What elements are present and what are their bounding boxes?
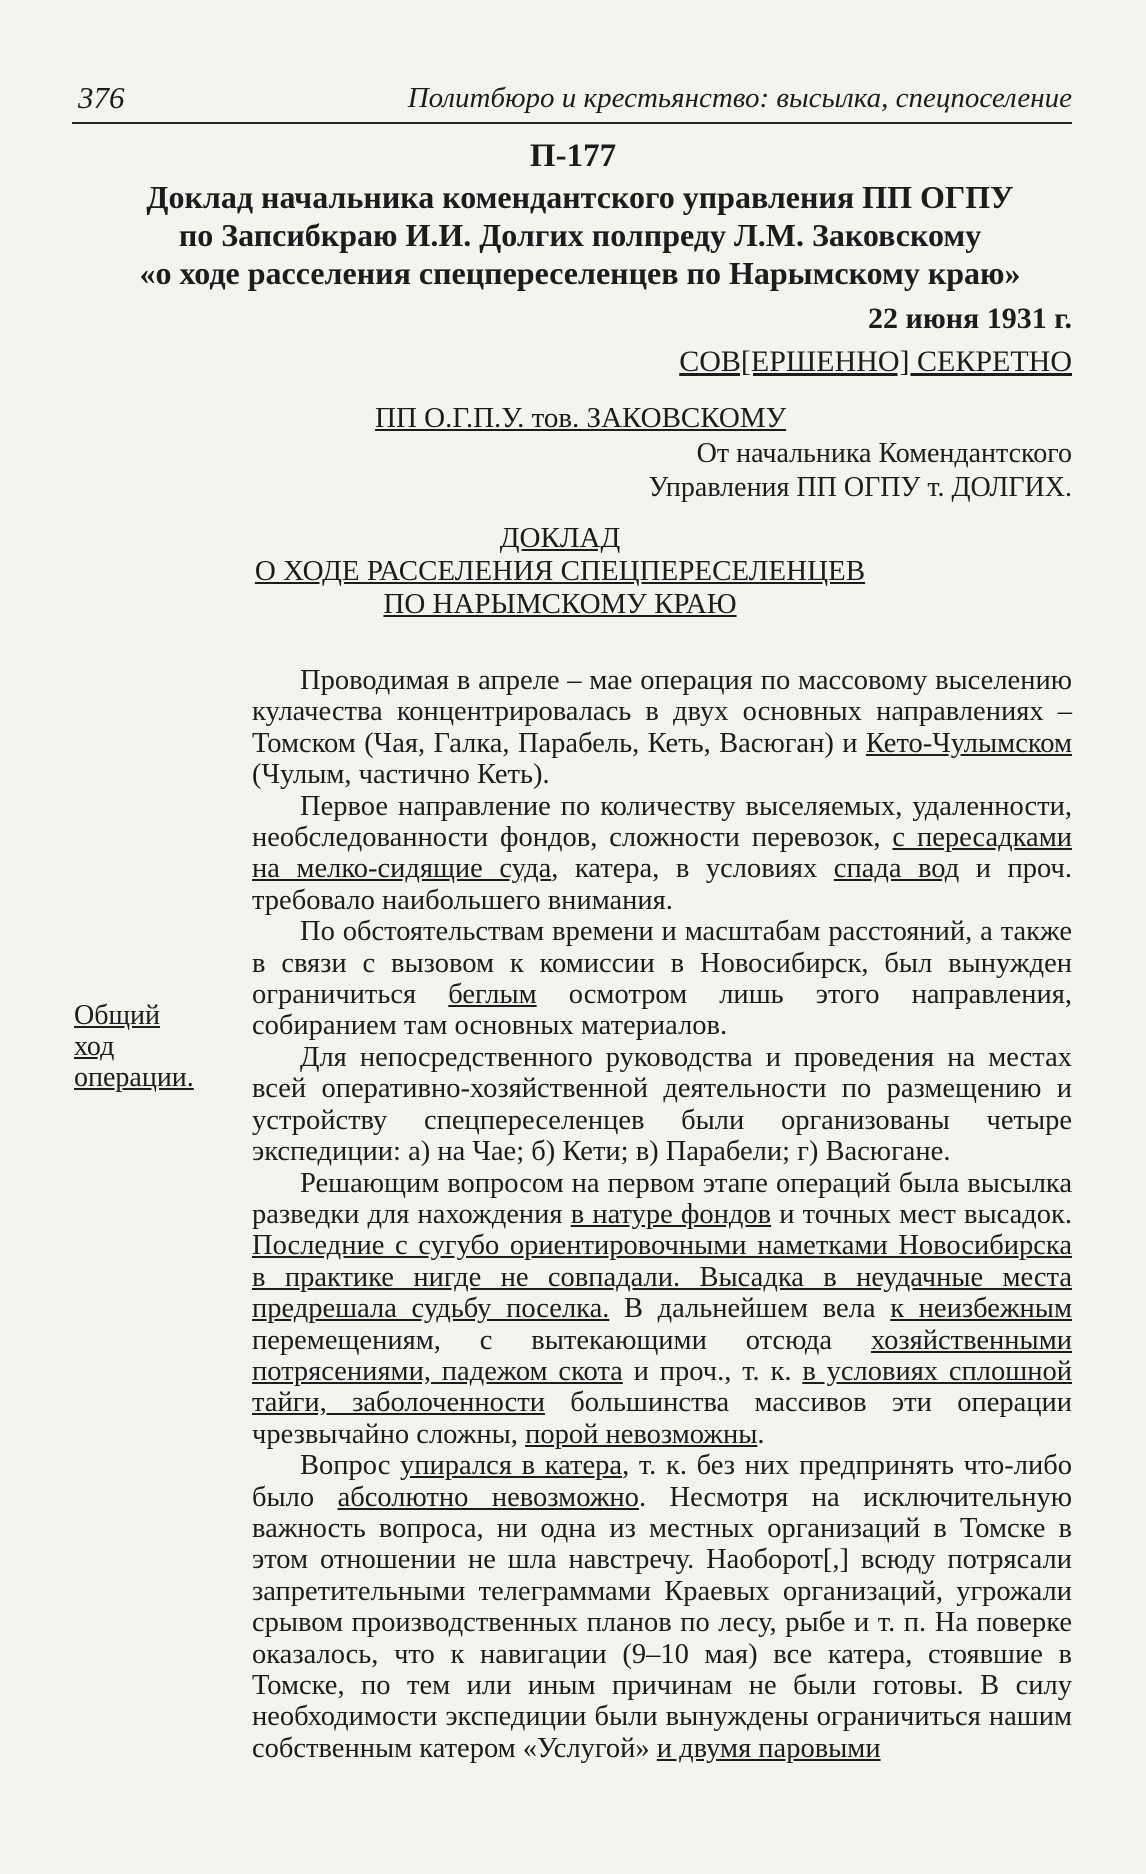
document-title: [90, 178, 1070, 292]
report-heading: [180, 522, 940, 621]
sender-line: Управления ПП ОГПУ т. ДОЛГИХ.: [648, 472, 1072, 503]
sender-line: От начальника Комендантского: [696, 438, 1072, 469]
paragraph-5: Решающим вопросом на первом этапе операций была высылка разведки для нахождения в натуре фондов и точных мест высадок. Последние с сугубо ориентировочными наметками Новосибирска в практике нигде не совпадали. Высадка в неудачные места предрешала судьбу поселка. В дальнейшем вела к неизбежным перемещениям, с вытекающими отсюда хозяйственными потрясениями, падежом скота и проч., т. к. в условиях сплошной тайги, заболоченности большинства массивов эти операции чрезвычайно сложны, порой невозможны.: [252, 1167, 1073, 1450]
document-title-line: Доклад начальника комендантского управления ПП ОГПУ: [146, 179, 1014, 215]
report-heading-line: ПО НАРЫМСКОМУ КРАЮ: [383, 588, 737, 620]
paragraph-6: Вопрос упирался в катера, т. к. без них предпринять что-либо было абсолютно невозможно. Несмотря на исключительную важность вопроса, ни одна из местных организаций в Томске в этом отношении не шла навстречу. Наоборот[,] всюду потрясали запретительными телеграммами Краевых организаций, угрожали срывом производственных планов по лесу, рыбе и т. п. На поверке оказалось, что к навигации (9–10 мая) все катера, стоявшие в Томске, по тем или иным причинам не были готовы. В силу необходимости экспедиции были вынуждены ограничиться нашим собственным катером «Услугой» и двумя паровыми: [252, 1450, 1072, 1764]
paragraph-1: Проводимая в апреле – мае операция по массовому выселению кулачества концентрировалась в двух основных направлениях – Томском (Чая, Галка, Парабель, Кеть, Васюган) и Кето-Чулымском (Чулым, частично Кеть).: [252, 665, 1072, 791]
paragraph-4: Для непосредственного руководства и проведения на местах всей оперативно-хозяйственной деятельности по размещению и устройству спецпереселенцев были организованы четыре экспедиции: а) на Чае; б) Кети; в) Парабели; г) Васюгане.: [252, 1041, 1072, 1168]
margin-note: Общий ход операции.: [74, 1000, 194, 1093]
document-title-line: «о ходе расселения спецпереселенцев по Нарымскому краю»: [139, 255, 1021, 291]
paragraph-3: По обстоятельствам времени и масштабам расстояний, а также в связи с вызовом к комиссии в Новосибирск, был вынужден ограничиться беглым осмотром лишь этого направления, собиранием там основных материалов.: [252, 916, 1073, 1042]
paragraph-2: Первое направление по количеству выселяемых, удаленности, необследованности фондов, сложности перевозок, с пересадками на мелко-сидящие суда, катера, в условиях спада вод и проч. требовало наибольшего внимания.: [252, 790, 1072, 916]
document-date: 22 июня 1931 г.: [868, 302, 1072, 335]
report-body: [252, 665, 1072, 1764]
sender-block: [649, 437, 1072, 505]
report-heading-line: ДОКЛАД: [499, 522, 621, 554]
secrecy-stamp: СОВ[ЕРШЕННО] СЕКРЕТНО: [679, 345, 1072, 378]
report-heading-line: О ХОДЕ РАССЕЛЕНИЯ СПЕЦПЕРЕСЕЛЕНЦЕВ: [254, 555, 866, 587]
addressee: ПП О.Г.П.У. тов. ЗАКОВСКОМУ: [375, 402, 787, 434]
page-number: 376: [78, 80, 125, 115]
running-head: [72, 78, 1072, 124]
document-title-line: по Запсибкраю И.И. Долгих полпреду Л.М. Заковскому: [178, 217, 982, 253]
running-title: Политбюро и крестьянство: высылка, спецпоселение: [407, 82, 1072, 114]
document-number: П-177: [529, 138, 617, 174]
